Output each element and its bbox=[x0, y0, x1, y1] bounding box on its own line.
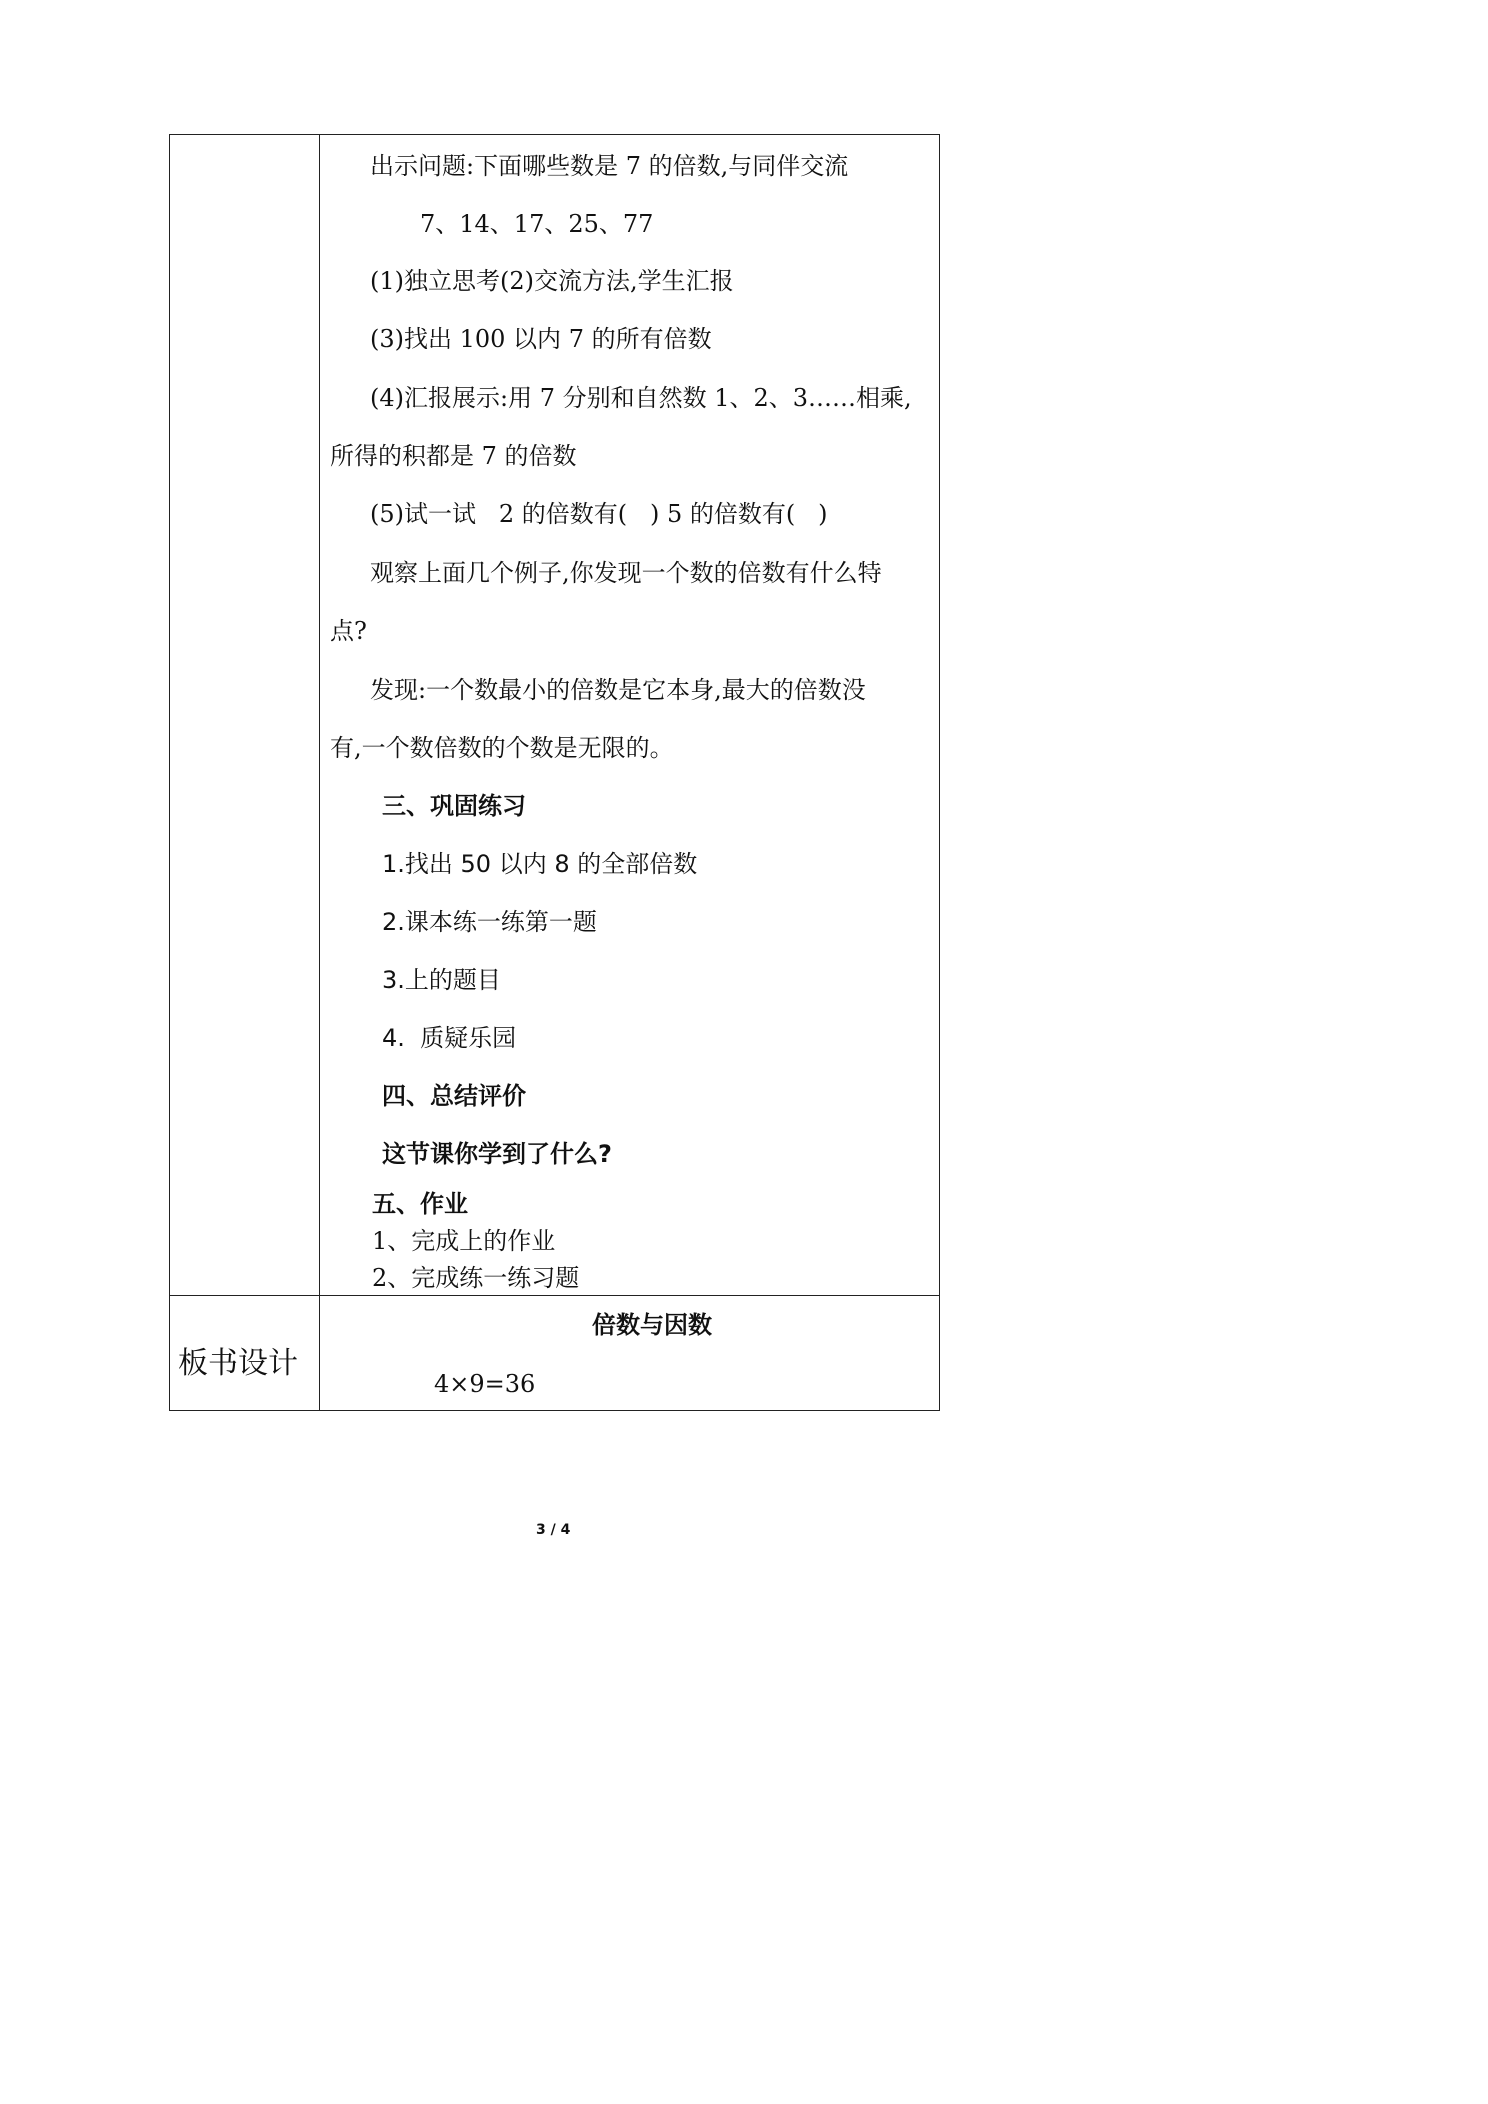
text-line: 2.课本练一练第一题 bbox=[382, 908, 597, 936]
text-line: 7、14、17、25、77 bbox=[420, 210, 654, 238]
text-line: (4)汇报展示:用 7 分别和自然数 1、2、3……相乘, bbox=[370, 384, 912, 412]
text-line: 出示问题:下面哪些数是 7 的倍数,与同伴交流 bbox=[370, 152, 849, 180]
text-line: (5)试一试 2 的倍数有( ) 5 的倍数有( ) bbox=[370, 500, 828, 528]
text-line: 点? bbox=[330, 617, 367, 645]
text-line: 4. 质疑乐园 bbox=[382, 1024, 517, 1052]
section-heading: 五、作业 bbox=[372, 1190, 468, 1218]
table-row-divider bbox=[169, 1295, 940, 1296]
section-heading: 三、巩固练习 bbox=[382, 792, 526, 820]
text-line: 这节课你学到了什么? bbox=[382, 1140, 612, 1168]
text-line: 3.上的题目 bbox=[382, 966, 501, 994]
text-line: 1.找出 50 以内 8 的全部倍数 bbox=[382, 850, 698, 878]
text-line: 发现:一个数最小的倍数是它本身,最大的倍数没 bbox=[370, 676, 866, 704]
board-title: 倍数与因数 bbox=[592, 1311, 712, 1339]
section-heading: 四、总结评价 bbox=[382, 1082, 526, 1110]
page-number: 3 / 4 bbox=[536, 1522, 571, 1538]
board-formula: 4×9=36 bbox=[434, 1370, 536, 1398]
text-line: 所得的积都是 7 的倍数 bbox=[330, 442, 577, 470]
text-line: 有,一个数倍数的个数是无限的。 bbox=[330, 734, 674, 762]
text-line: 1、完成上的作业 bbox=[372, 1227, 556, 1255]
text-line: (1)独立思考(2)交流方法,学生汇报 bbox=[370, 267, 734, 295]
text-line: 观察上面几个例子,你发现一个数的倍数有什么特 bbox=[370, 559, 882, 587]
board-design-label: 板书设计 bbox=[178, 1346, 298, 1381]
table-column-divider bbox=[319, 134, 320, 1411]
text-line: 2、完成练一练习题 bbox=[372, 1264, 580, 1292]
text-line: (3)找出 100 以内 7 的所有倍数 bbox=[370, 325, 712, 353]
